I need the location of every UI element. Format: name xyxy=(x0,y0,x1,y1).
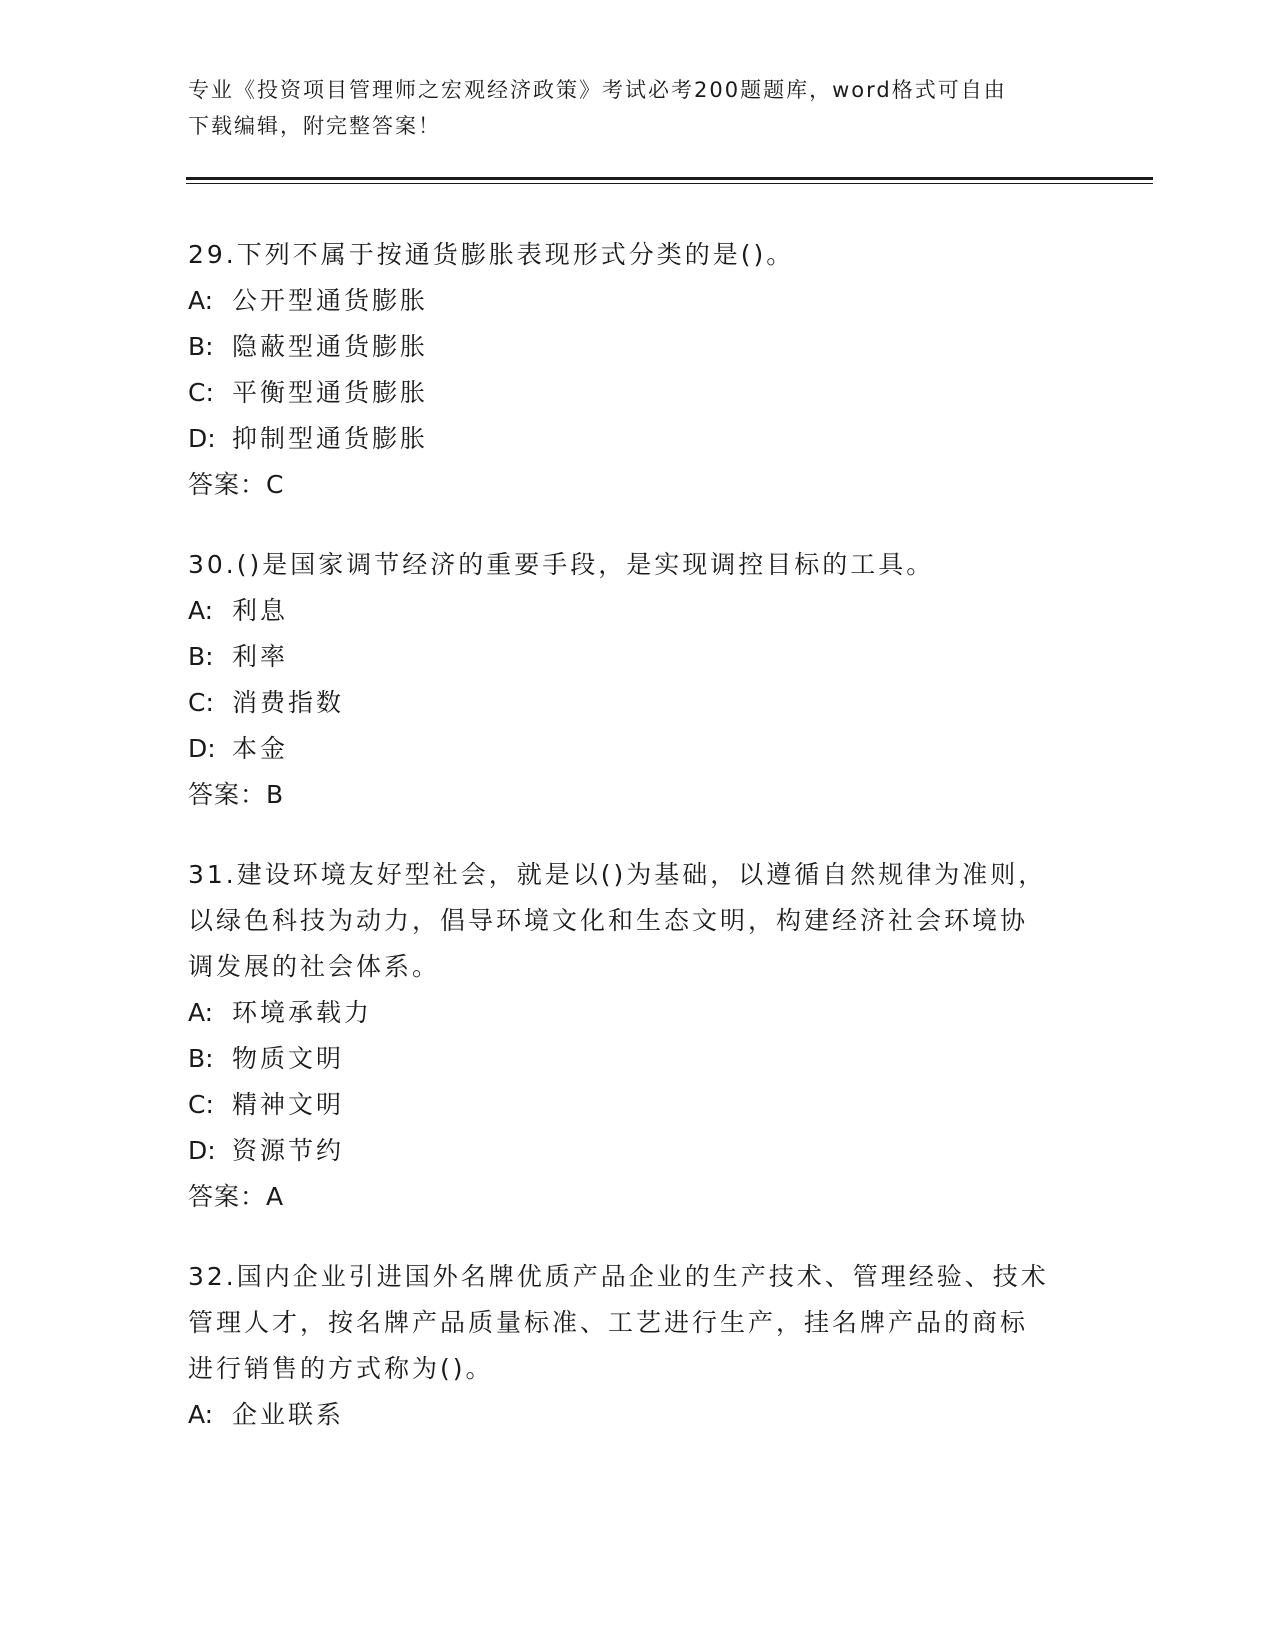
option-text: 企业联系 xyxy=(232,1400,345,1429)
question-stem-line: 30.()是国家调节经济的重要手段，是实现调控目标的工具。 xyxy=(188,550,935,579)
option-letter: B: xyxy=(188,642,214,671)
question-list xyxy=(188,232,1088,1472)
option-letter: A: xyxy=(188,596,214,625)
document-header xyxy=(188,72,1078,144)
question-item xyxy=(188,1254,1088,1438)
option-text: 物质文明 xyxy=(232,1044,345,1073)
header-line-1: 专业《投资项目管理师之宏观经济政策》考试必考200题题库，word格式可自由 xyxy=(188,78,1007,102)
option-letter: C: xyxy=(188,378,214,407)
answer-option xyxy=(188,726,1088,772)
option-letter: B: xyxy=(188,1044,214,1073)
question-stem xyxy=(188,852,1088,990)
option-letter: D: xyxy=(188,734,216,763)
option-text: 资源节约 xyxy=(232,1136,345,1165)
answer-option xyxy=(188,680,1088,726)
option-text: 环境承载力 xyxy=(232,998,373,1027)
question-stem-line: 进行销售的方式称为()。 xyxy=(188,1354,494,1383)
answer-key: 答案：B xyxy=(188,780,285,809)
question-item xyxy=(188,852,1088,1220)
header-divider-thin xyxy=(186,183,1153,184)
question-stem-line: 管理人才，按名牌产品质量标准、工艺进行生产，挂名牌产品的商标 xyxy=(188,1308,1029,1337)
question-item xyxy=(188,232,1088,508)
option-text: 本金 xyxy=(232,734,289,763)
answer-option xyxy=(188,324,1088,370)
answer-option xyxy=(188,588,1088,634)
question-stem xyxy=(188,542,1088,588)
option-letter: A: xyxy=(188,1400,214,1429)
question-stem xyxy=(188,232,1088,278)
answer-option xyxy=(188,416,1088,462)
option-letter: D: xyxy=(188,1136,216,1165)
option-text: 公开型通货膨胀 xyxy=(232,286,429,315)
option-letter: C: xyxy=(188,1090,214,1119)
question-stem xyxy=(188,1254,1088,1392)
option-letter: C: xyxy=(188,688,214,717)
option-letter: A: xyxy=(188,286,214,315)
option-text: 消费指数 xyxy=(232,688,345,717)
header-divider-thick xyxy=(186,177,1153,180)
option-text: 隐蔽型通货膨胀 xyxy=(232,332,429,361)
question-stem-line: 以绿色科技为动力，倡导环境文化和生态文明，构建经济社会环境协 xyxy=(188,906,1029,935)
option-text: 利率 xyxy=(232,642,289,671)
answer-key: 答案：A xyxy=(188,1182,285,1211)
option-letter: D: xyxy=(188,424,216,453)
question-item xyxy=(188,542,1088,818)
option-text: 利息 xyxy=(232,596,289,625)
question-stem-line: 32.国内企业引进国外名牌优质产品企业的生产技术、管理经验、技术 xyxy=(188,1262,1049,1291)
option-letter: A: xyxy=(188,998,214,1027)
question-stem-line: 29.下列不属于按通货膨胀表现形式分类的是()。 xyxy=(188,240,795,269)
answer-option xyxy=(188,1036,1088,1082)
answer-option xyxy=(188,1392,1088,1438)
answer-option xyxy=(188,634,1088,680)
question-stem-line: 调发展的社会体系。 xyxy=(188,952,441,981)
option-letter: B: xyxy=(188,332,214,361)
answer-option xyxy=(188,370,1088,416)
answer-option xyxy=(188,1128,1088,1174)
answer-key: 答案：C xyxy=(188,470,285,499)
answer-option xyxy=(188,1082,1088,1128)
option-text: 精神文明 xyxy=(232,1090,345,1119)
option-text: 平衡型通货膨胀 xyxy=(232,378,429,407)
answer-option xyxy=(188,278,1088,324)
header-line-2: 下载编辑，附完整答案！ xyxy=(188,114,441,138)
answer-option xyxy=(188,990,1088,1036)
question-stem-line: 31.建设环境友好型社会，就是以()为基础，以遵循自然规律为准则， xyxy=(188,860,1047,889)
option-text: 抑制型通货膨胀 xyxy=(232,424,429,453)
